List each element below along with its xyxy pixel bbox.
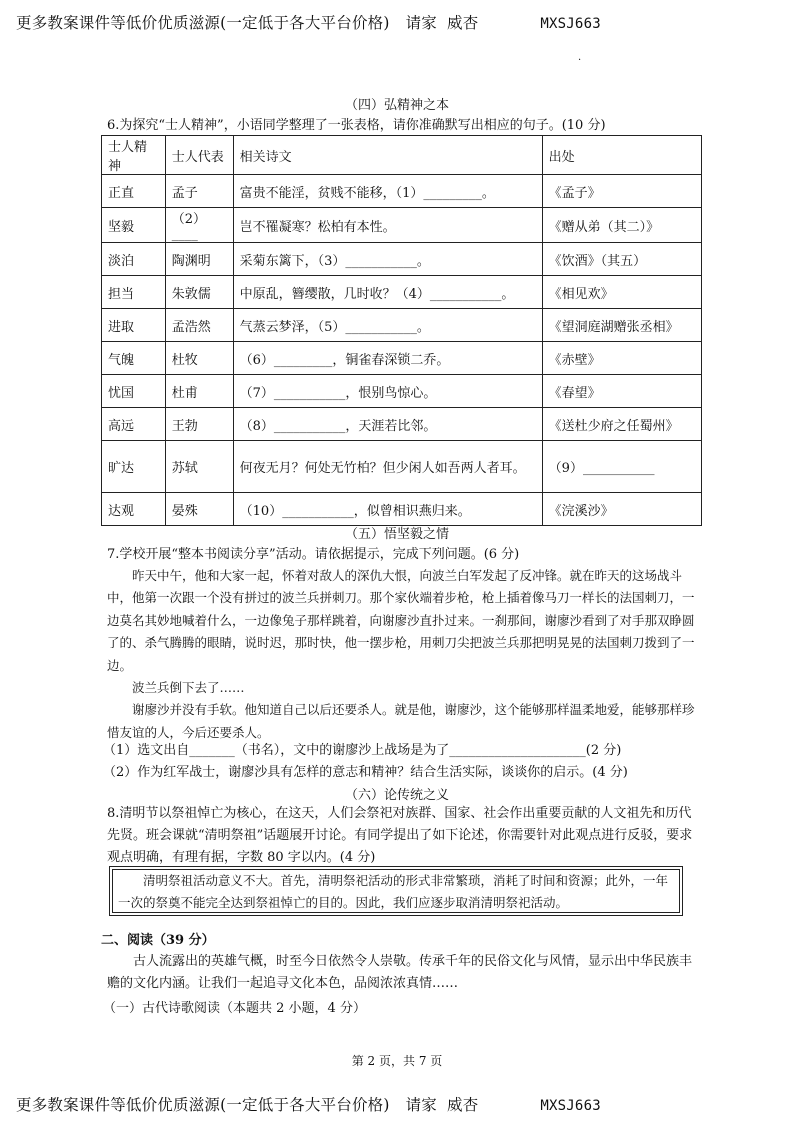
table-cell: （8）___________，天涯若比邻。 [233,408,542,441]
section4-heading: （四）弘精神之本 [344,98,449,113]
table-row [102,493,702,526]
table-row [102,342,702,375]
question-7-sub2: （2）作为红军战士，谢廖沙具有怎样的意志和精神？结合生活实际，谈谈你的启示。(4 分) [103,765,628,780]
table-cell: 《孟子》 [542,175,701,208]
table-cell: 采菊东篱下，（3）___________。 [233,243,542,276]
excerpt-paragraph: 昨天中午，他和大家一起，怀着对敌人的深仇大恨，向波兰白军发起了反冲锋。就在昨天的这场战斗中，他第一次跟一个没有拼过的波兰兵拼刺刀。那个家伙端着步枪，枪上插着像马刀一样长的法国刺刀，一边莫名其妙地喊着什么，一边像兔子那样跳着，向谢廖沙直扑过来。一刹那间，谢廖沙看到了对手那双睁圆了的、杀气腾腾的眼睛，说时迟，那时快，他一摆步枪，用刺刀尖把波兰兵那把明晃晃的法国刺刀拨到了一边。 [107,568,695,673]
table-header-cell: 士人代表 [165,136,233,175]
banner-code: MXSJ663 [540,1098,601,1114]
table-cell: 《春望》 [542,375,701,408]
table-cell: 高远 [102,408,166,441]
table-header-cell: 相关诗文 [233,136,542,175]
table-row [102,309,702,342]
banner-contact-1: 请家 [405,14,438,32]
table-cell: 担当 [102,276,166,309]
banner-contact-1: 请家 [405,1096,438,1114]
table-cell: （7）___________，恨别鸟惊心。 [233,375,542,408]
argument-quote-box [109,866,683,916]
table-cell: 《望洞庭湖赠张丞相》 [542,309,701,342]
question-7-sub1: （1）选文出自_______（书名），文中的谢廖沙上战场是为了_____________________(2 分) [103,743,622,758]
table-cell: （10）___________，似曾相识燕归来。 [233,493,542,526]
table-cell: 气魄 [102,342,166,375]
table-cell: 淡泊 [102,243,166,276]
novel-excerpt [107,565,697,744]
excerpt-paragraph: 波兰兵倒下去了…… [132,680,245,696]
table-cell: 忧国 [102,375,166,408]
table-cell: 苏轼 [165,441,233,493]
table-cell: 何夜无月？何处无竹柏？但少闲人如吾两人者耳。 [233,441,542,493]
table-cell: （6）_________，铜雀春深锁二乔。 [233,342,542,375]
part2-intro [107,951,697,995]
banner-contact-2: 威杏 [447,1096,479,1114]
table-cell: 朱敦儒 [165,276,233,309]
banner-contact-2: 威杏 [447,14,479,32]
table-cell: 《饮酒》（其五） [542,243,701,276]
table-row [102,208,702,243]
table-cell: 中原乱，簪缨散，几时收？（4）___________。 [233,276,542,309]
table-cell: 孟子 [165,175,233,208]
banner-ad-text: 更多教案课件等低价优质滋源(一定低于各大平台价格) [16,14,390,32]
table-cell: 杜牧 [165,342,233,375]
page-number: 第 2 页，共 7 页 [351,1054,443,1068]
table-cell: 孟浩然 [165,309,233,342]
part2-intro-text: 古人流露出的英雄气概，时至今日依然令人崇敬。传承千年的民俗文化与风情，显示出中华民族丰赡的文化内涵。让我们一起追寻文化本色，品阅浓浓真情…… [107,954,693,991]
section6-heading: （六）论传统之义 [344,788,449,803]
banner-ad-text: 更多教案课件等低价优质滋源(一定低于各大平台价格) [16,1096,390,1114]
question-8-text: 8.清明节以祭祖悼亡为核心，在这天，人们会祭祀对族群、国家、社会作出重要贡献的人文祖先和历代先贤。班会课就“清明祭祖”话题展开讨论。有同学提出了如下论述，你需要针对此观点进行反驳，要求观点明确，有理有据，字数 80 字以内。(4 分) [107,806,693,865]
table-cell: 《送杜少府之任蜀州》 [542,408,701,441]
table-cell: 《相见欢》 [542,276,701,309]
banner-code: MXSJ663 [540,16,601,32]
table-cell: 杜甫 [165,375,233,408]
stray-dot: . [578,52,582,63]
table-header-cell: 出处 [542,136,701,175]
question-8 [107,803,697,869]
table-cell: 坚毅 [102,208,166,243]
part2-heading: 二、阅读（39 分） [101,933,215,948]
poetry-table [101,135,702,526]
top-banner [16,11,601,33]
part2-subheading: （一）古代诗歌阅读（本题共 2 小题，4 分） [103,1001,366,1016]
table-cell: 《赠从弟（其二）》 [542,208,701,243]
excerpt-paragraph: 谢廖沙并没有手软。他知道自己以后还要杀人。就是他，谢廖沙，这个能够那样温柔地爱，能够那样珍惜友谊的人，今后还要杀人。 [107,702,695,740]
table-row [102,441,702,493]
table-cell: （9）___________ [542,441,701,493]
table-row [102,408,702,441]
table-header-row [102,136,702,175]
argument-quote-text: 清明祭祖活动意义不大。首先，清明祭祀活动的形式非常繁琐，消耗了时间和资源；此外，一年一次的祭奠不能完全达到祭祖悼亡的目的。因此，我们应逐步取消清明祭祀活动。 [118,873,669,910]
table-cell: 气蒸云梦泽，（5）___________。 [233,309,542,342]
table-cell: 旷达 [102,441,166,493]
table-cell: 《赤壁》 [542,342,701,375]
table-cell: 正直 [102,175,166,208]
table-cell: 岂不罹凝寒？松柏有本性。 [233,208,542,243]
table-cell: 进取 [102,309,166,342]
bottom-banner [16,1093,601,1115]
table-row [102,375,702,408]
table-cell: 王勃 [165,408,233,441]
question-6: 6.为探究“士人精神”，小语同学整理了一张表格，请你准确默写出相应的句子。(10 分) [107,118,606,133]
table-cell: 晏殊 [165,493,233,526]
table-row [102,175,702,208]
question-7: 7.学校开展“整本书阅读分享”活动。请依据提示，完成下列问题。(6 分) [107,547,520,562]
table-row [102,276,702,309]
table-cell: （2）____ [165,208,233,243]
table-cell: 《浣溪沙》 [542,493,701,526]
table-cell: 陶渊明 [165,243,233,276]
section5-heading: （五）悟坚毅之情 [344,527,449,542]
table-header-cell: 士人精神 [102,136,166,175]
table-cell: 富贵不能淫，贫贱不能移，（1）_________。 [233,175,542,208]
table-cell: 达观 [102,493,166,526]
table-row [102,243,702,276]
